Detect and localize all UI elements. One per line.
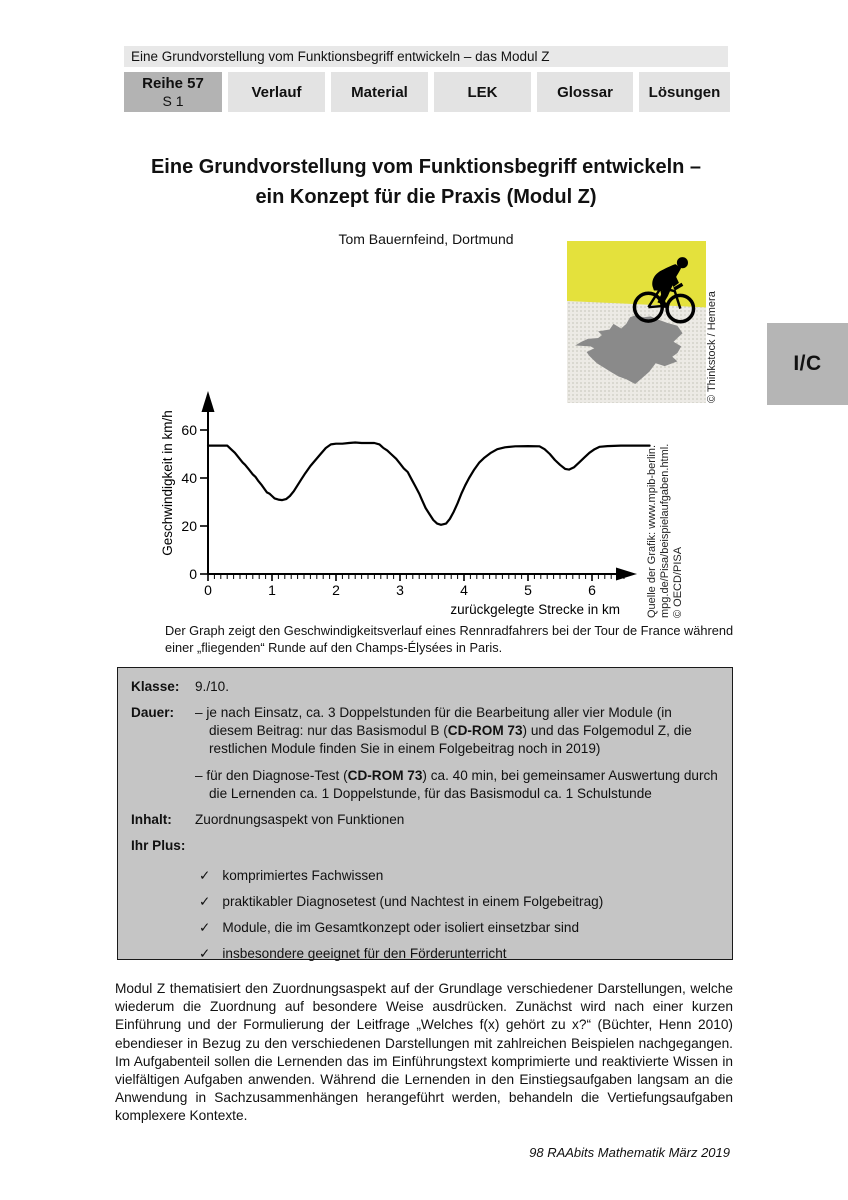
- info-row-klasse: [131, 678, 719, 696]
- svg-text:2: 2: [332, 582, 340, 598]
- plus-label: Ihr Plus:: [131, 838, 186, 853]
- speed-chart-svg: [158, 388, 658, 620]
- check-icon: ✓: [199, 894, 211, 909]
- chart-source-line3: © OECD/PISA: [672, 546, 684, 618]
- plus-item-text: komprimiertes Fachwissen: [222, 868, 384, 883]
- plus-item-text: praktikabler Diagnosetest (und Nachtest in einem Folgebeitrag): [222, 894, 604, 909]
- page-title-line1: Eine Grundvorstellung vom Funktionsbegriff entwickeln –: [150, 156, 702, 178]
- image-credit: © Thinkstock / Hemera: [706, 291, 718, 403]
- inhalt-label: Inhalt:: [131, 812, 172, 827]
- svg-text:0: 0: [204, 582, 212, 598]
- body-paragraph: Modul Z thematisiert den Zuordnungsaspekt auf der Grundlage verschiedener Darstellungen, welche wiederum die Zuordnung auf besondere Weise ausdrücken. Zunächst wird nach einer kurzen Einführung und der Formulierung der Leitfrage „Welches f(x) gehört zu x?“ (Büchter, Henn 2010) ebendieser in Bezug zu den verschiedenen Darstellungen mit zahlreichen Beispielen nachgegangen. Im Aufgabenteil sollen die Lernenden das im Einführungstext komprimierte und reaktivierte Wissen in vielfältigen Aufgaben anwenden. Während die Lernenden in den Einstiegsaufgaben langsam an die Anwendung in Sachzusammenhängen herangeführt werden, behandeln die Vertiefungsaufgaben komplexere Kontexte.: [115, 981, 733, 1124]
- list-item: [199, 867, 719, 885]
- author-line: Tom Bauernfeind, Dortmund: [338, 231, 514, 247]
- plus-item-text: Module, die im Gesamtkonzept oder isoliert einsetzbar sind: [222, 920, 580, 935]
- info-row-dauer: [131, 704, 719, 803]
- dauer-item-2: – für den Diagnose-Test (CD-ROM 73) ca. 40 min, bei gemeinsamer Auswertung durch die Lernenden ca. 1 Doppelstunde, für das Basismodul ca. 1 Schulstunde: [195, 768, 718, 801]
- inhalt-value: Zuordnungsaspekt von Funktionen: [195, 812, 405, 827]
- check-icon: ✓: [199, 946, 211, 961]
- svg-text:5: 5: [524, 582, 532, 598]
- tab-reihe-line2: S 1: [162, 93, 184, 109]
- page-footer: 98 RAAbits Mathematik März 2019: [529, 1145, 730, 1160]
- svg-text:20: 20: [181, 518, 197, 534]
- tab-label: Lösungen: [648, 83, 721, 101]
- tab-label: Glossar: [557, 83, 613, 101]
- figure-caption: Der Graph zeigt den Geschwindigkeitsverlauf eines Rennradfahrers bei der Tour de France während einer „fliegenden“ Runde auf den Champs-Élysées in Paris.: [165, 623, 734, 655]
- list-item: [199, 919, 719, 937]
- svg-text:zurückgelegte Strecke in km: zurückgelegte Strecke in km: [450, 602, 620, 617]
- tab-glossar[interactable]: [537, 72, 633, 112]
- tab-label: Verlauf: [251, 83, 302, 101]
- svg-text:Geschwindigkeit in km/h: Geschwindigkeit in km/h: [160, 410, 175, 556]
- svg-text:4: 4: [460, 582, 468, 598]
- dauer-value: [195, 704, 719, 803]
- speed-chart: [158, 388, 658, 620]
- svg-text:3: 3: [396, 582, 404, 598]
- klasse-value: 9./10.: [195, 679, 230, 694]
- dauer-item-1: – je nach Einsatz, ca. 3 Doppelstunden für die Bearbeitung aller vier Module (in diesem Beitrag: nur das Basismodul B (CD-ROM 73) und das Folgemodul Z, die restlichen Module finden Sie in einem Folgebeitrag noch in 2019): [195, 705, 692, 756]
- dauer-label: Dauer:: [131, 705, 175, 720]
- check-icon: ✓: [199, 920, 211, 935]
- cyclist-icon: [631, 247, 701, 331]
- svg-text:60: 60: [181, 422, 197, 438]
- svg-text:6: 6: [588, 582, 596, 598]
- chart-source-credit: [646, 444, 685, 618]
- svg-text:1: 1: [268, 582, 276, 598]
- tab-material[interactable]: [331, 72, 428, 112]
- tab-loesungen[interactable]: [639, 72, 730, 112]
- chart-source-line2: mpg.de/Pisa/beispielaufgaben.html.: [659, 443, 671, 618]
- series-header-strip: [124, 46, 728, 67]
- plus-item-text: insbesondere geeignet für den Förderunterricht: [222, 946, 507, 961]
- list-item: [199, 945, 719, 963]
- klasse-label: Klasse:: [131, 679, 180, 694]
- info-row-inhalt: [131, 811, 719, 829]
- tab-label: Material: [351, 83, 408, 101]
- list-item: [199, 893, 719, 911]
- section-badge: I/C: [767, 323, 848, 405]
- tab-verlauf[interactable]: [228, 72, 325, 112]
- series-header-text: Eine Grundvorstellung vom Funktionsbegriff entwickeln – das Modul Z: [131, 49, 550, 64]
- page-title-line2: ein Konzept für die Praxis (Modul Z): [255, 186, 597, 208]
- info-box: [117, 667, 733, 960]
- check-icon: ✓: [199, 868, 211, 883]
- tab-reihe-line1: Reihe 57: [142, 75, 204, 92]
- svg-text:40: 40: [181, 470, 197, 486]
- chart-source-line1: Quelle der Grafik: www.mpib-berlin.: [646, 444, 658, 618]
- svg-text:0: 0: [189, 566, 197, 582]
- tab-reihe-57[interactable]: [124, 72, 222, 112]
- tab-bar: [124, 72, 730, 112]
- tab-label: LEK: [467, 83, 498, 101]
- tab-lek[interactable]: [434, 72, 531, 112]
- cyclist-illustration: [567, 241, 706, 403]
- page-title: [124, 152, 728, 212]
- plus-checklist: [199, 867, 719, 963]
